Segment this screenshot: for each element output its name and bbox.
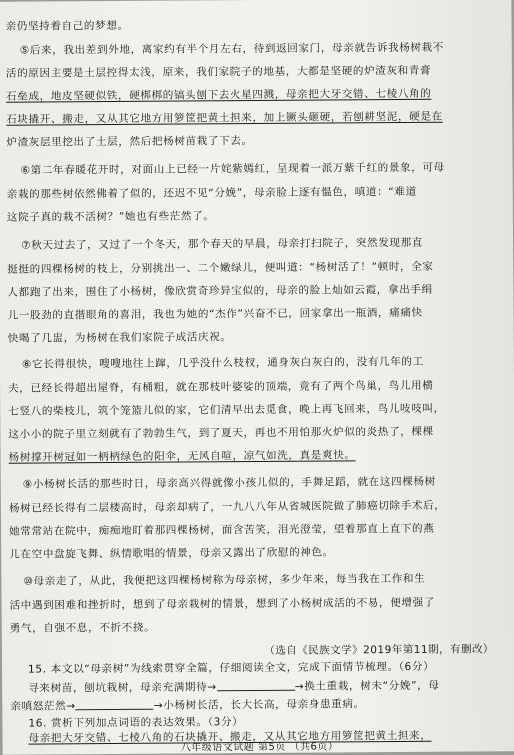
text-line: ⑩母亲走了，从此，我便把这四棵杨树称为母亲树，多少年来，每当我在工作和生: [23, 572, 426, 588]
answer-blank-2[interactable]: [76, 699, 154, 711]
page-footer: 八年级语文试题 第5页 （共6页）: [180, 741, 339, 754]
text-line: 七竖八的柴枝儿，筑个笼篮儿似的家，它们清早出去觅食，晚上再飞回来，鸟儿吱吱叫，: [8, 402, 445, 418]
text-line: ⑤后来，我出差到外地，离家约有半个月左右，待到返回家门，母亲就告诉我杨树栽不: [19, 41, 445, 57]
text-line: 夫，已经长得超出屋脊，有桶粗，就在那枝叶婆娑的顶端，竟有了两个鸟巢，鸟儿用横: [8, 379, 434, 395]
text-line: 炉渣灰层里挖出了土层，然后把杨树苗栽了下去。: [6, 135, 253, 149]
q15-row2-start: 亲嗔怒茫然→: [10, 700, 76, 713]
text-line: 活的原因主要是土层控得太浅，原来，我们家院子的地基，大都是坚硬的炉渣灰和青膏: [5, 64, 432, 80]
text-line: 她常常站在院中，痴痴地盯着那四棵杨树，面含苦笑，泪光澄莹，望着那直上直下的燕: [9, 522, 435, 538]
text-line: ⑥第二年春暖花开时，对面山上已经一片姹紫嫣红，呈现着一派万紫千红的景象，可母: [20, 161, 445, 177]
text-line: ⑦秋天过去了，又过了一个冬天，那个春天的早晨，母亲打扫院子，突然发现那直: [21, 236, 423, 252]
text-line: 亲栽的那些树依然佛着了似的，还迟不见“分娩”，母亲脸上逐有愠色，嗔道：“难道: [6, 185, 417, 201]
text-line-underlined: 石垒成，地皮坚硬似铁，硬梆梆的镐头刨下去火星四溅，母亲把大牙交错、七棱八角的: [5, 87, 432, 103]
text-line: 杨树已经长得有二层楼高时，母亲却病了，一九八八年从省城医院做了肺癌切除手术后，: [8, 499, 446, 515]
text-line: 亲仍坚持着自己的梦想。: [5, 19, 129, 33]
question-15-row2: [10, 696, 502, 713]
source-citation: （选自《民族文学》2019年第11期，有删改）: [264, 643, 494, 657]
q15-row2-end: →小杨树长活，长大长高，母亲身患重病。: [153, 698, 365, 712]
text-line: 人都跑了出来，围住了小杨树，像欣赏奇珍异宝似的，母亲的脸上灿如云霞，拿出手绢: [7, 283, 433, 299]
question-15-stem: 15. 本文以“母亲树”为线索贯穿全篇，仔细阅读全文，完成下面情节梳理。（6分）: [27, 660, 435, 676]
text-line: 这院子真的栽不活树？”她也有些茫然了。: [6, 210, 215, 224]
text-line: 勇气，自强不息，不折不挠。: [9, 621, 156, 635]
text-line: 快喝了几盅，为杨树在我们家院子成活庆祝。: [7, 331, 232, 345]
text-line: 这小小的院子里立刻就有了勃勃生气，到了夏天，再也不用怕那火炉似的炎热了，棵棵: [8, 425, 434, 441]
text-line: 活中遇到困难和挫折时，想到了母亲栽树的情景，想到了小杨树成活的不易，便增强了: [9, 596, 435, 612]
text-line: ⑧它长得很快，嗖嗖地往上蹿，几乎没什么枝杈，通身灰白灰白的，没有几年的工: [21, 355, 424, 371]
q15-row1-end: →换土重栽，树未“分娩”，母: [294, 679, 440, 693]
question-16-stem: 16. 赏析下列加点词语的表达效果。（3分）: [28, 716, 244, 730]
question-15-row1: [28, 678, 502, 695]
answer-blank-1[interactable]: [217, 680, 295, 692]
text-line: 儿一股劲的直揩眼角的喜泪，我也为她的“杰作”兴奋不已，回家拿出一瓶酒，痛痛快: [7, 306, 423, 322]
question-16-quote: 母亲把大牙交错、七棱八角的石块撬开、搬走，又从其它地方用箩筐把黄土担来，: [28, 729, 432, 745]
text-line-underlined: 石块撬开、搬走，又从其它地方用箩筐把黄土担来，加上镢头砸硬，若刨耕坚泥，硬是在: [6, 110, 443, 126]
text-line: 儿在空中盘旋飞舞、纵情歌唱的情景，母亲又露出了欣慰的神色。: [9, 546, 334, 561]
q15-row1-start: 寻来树苗，刨坑栽树，母亲充满期待→: [28, 681, 217, 695]
text-line: ⑨小杨树长活的那些时日，母亲高兴得就像小孩儿似的，手舞足蹈，就在这四棵杨树: [22, 475, 436, 491]
text-line: 挺挺的四棵杨树的枝上，分别挑出一、二个嫩绿儿，便叫道：“杨树活了！”顿时，全家: [7, 260, 434, 276]
text-line-underlined: 杨树撑开树冠如一柄柄绿色的阳伞，无风自喧，凉气如洗，真是爽快。: [8, 449, 356, 464]
